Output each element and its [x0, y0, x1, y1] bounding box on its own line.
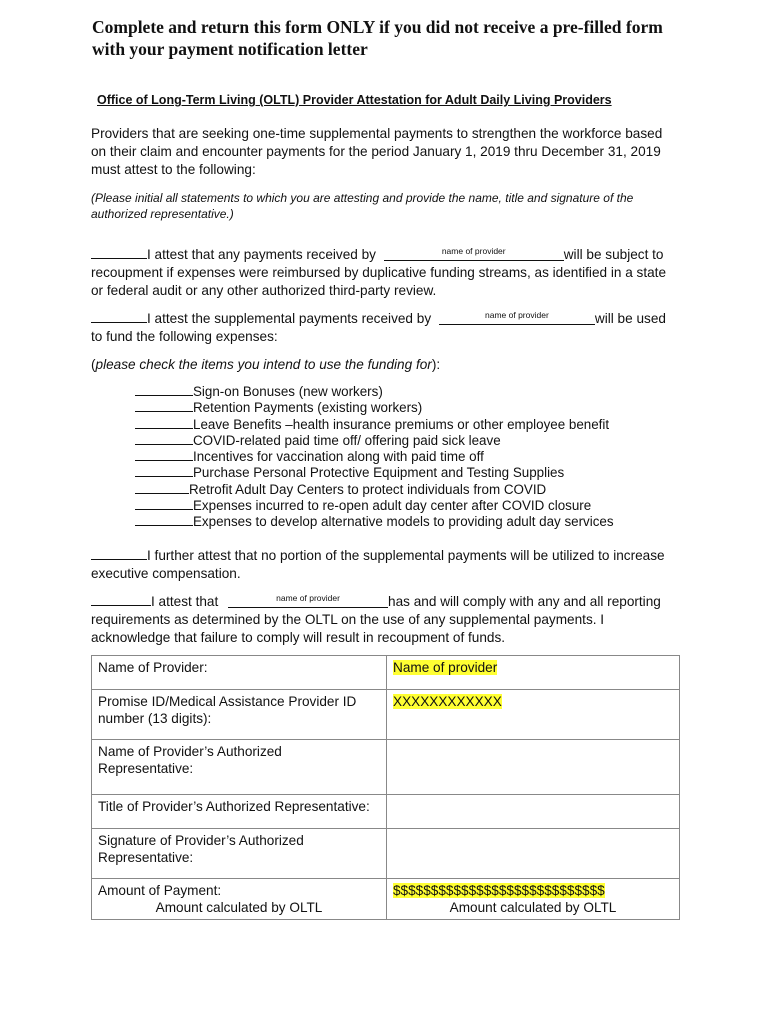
payment-sublabel: Amount calculated by OLTL [155, 900, 323, 915]
checklist-item [135, 449, 695, 465]
provider-id-label: Promise ID/Medical Assistance Provider ID number (13 digits): [92, 690, 387, 740]
attest2-text-before: I attest the supplemental payments received by [147, 311, 432, 326]
checklist-item [135, 400, 695, 416]
checklist-blank[interactable] [135, 514, 193, 526]
form-subtitle: Office of Long-Term Living (OLTL) Provider Attestation for Adult Daily Living Providers [97, 93, 612, 107]
attest1-line-3: or federal audit or any other authorized third-party review. [91, 283, 437, 298]
attestation-4 [91, 593, 691, 647]
checklist-label: Expenses to develop alternative models to providing adult day services [193, 514, 614, 530]
initial-field-3[interactable] [91, 547, 147, 560]
checklist-label: Incentives for vaccination along with paid time off [193, 449, 484, 465]
table-row [92, 879, 680, 920]
provider-name-field-1[interactable] [384, 246, 564, 261]
instruction-note: (Please initial all statements to which you are attesting and provide the name, title and signature of the authorized representative.) [91, 191, 634, 221]
attest1-text-after: will be subject to [563, 247, 664, 262]
attestation-2 [91, 310, 691, 346]
provider-info-table [91, 655, 680, 920]
checklist-blank[interactable] [135, 417, 193, 429]
attest1-text-before: I attest that any payments received by [147, 247, 376, 262]
checklist-blank[interactable] [135, 449, 193, 461]
paren-close: ): [431, 357, 441, 372]
checklist-blank[interactable] [135, 433, 193, 445]
intro-line-2: on their claim and encounter payments for the period January 1, 2019 thru December 31, 2019 [91, 144, 661, 159]
checklist-label: Expenses incurred to re-open adult day center after COVID closure [193, 498, 592, 514]
table-row [92, 795, 680, 829]
checklist-blank[interactable] [135, 498, 193, 510]
attest3-line-1: I further attest that no portion of the supplemental payments will be utilized to increase [147, 548, 665, 563]
provider-name-value[interactable] [387, 656, 680, 690]
payment-label-text: Amount of Payment: [98, 883, 222, 898]
payment-subvalue: Amount calculated by OLTL [449, 900, 617, 915]
checklist-item [135, 498, 695, 514]
attest4-line-3: acknowledge that failure to comply will result in recoupment of funds. [91, 630, 506, 645]
payment-amount-label [92, 879, 387, 920]
header-line-2: with your payment notification letter [92, 39, 368, 59]
attestation-1 [91, 246, 691, 300]
intro-line-3: must attest to the following: [91, 162, 256, 177]
attest4-line-2: requirements as determined by the OLTL on the use of any supplemental payments. I [91, 612, 605, 627]
checklist-label: Purchase Personal Protective Equipment and Testing Supplies [193, 465, 565, 481]
provider-name-text: Name of provider [393, 660, 498, 675]
table-row [92, 829, 680, 879]
rep-title-label: Title of Provider’s Authorized Representative: [92, 795, 387, 829]
attest2-line-2: to fund the following expenses: [91, 329, 278, 344]
attestation-3 [91, 547, 691, 583]
paren-open: ( [91, 357, 96, 372]
table-row [92, 690, 680, 740]
table-row [92, 740, 680, 795]
attest4-text-before: I attest that [151, 594, 219, 609]
checklist-blank[interactable] [135, 482, 189, 494]
provider-name-field-2[interactable] [439, 310, 595, 325]
rep-name-label: Name of Provider’s Authorized Representative: [92, 740, 387, 795]
initial-field-2[interactable] [91, 310, 147, 323]
blank-label: name of provider [276, 593, 340, 603]
intro-line-1: Providers that are seeking one-time supplemental payments to strengthen the workforce based [91, 126, 663, 141]
form-header [92, 16, 712, 60]
checklist-blank[interactable] [135, 465, 193, 477]
initial-field-4[interactable] [91, 593, 151, 606]
checklist-blank[interactable] [135, 400, 193, 412]
blank-label: name of provider [485, 310, 549, 320]
provider-name-label: Name of Provider: [92, 656, 387, 690]
checklist-blank[interactable] [135, 384, 193, 396]
checklist-label: Leave Benefits –health insurance premiums or other employee benefit [193, 416, 610, 432]
checklist-item [135, 465, 695, 481]
rep-name-value[interactable] [387, 740, 680, 795]
rep-signature-value[interactable] [387, 829, 680, 879]
initial-field-1[interactable] [91, 246, 147, 259]
checklist-label: COVID-related paid time off/ offering paid sick leave [193, 432, 501, 448]
rep-title-value[interactable] [387, 795, 680, 829]
blank-label: name of provider [441, 246, 506, 256]
checklist-item [135, 417, 695, 433]
rep-signature-label: Signature of Provider’s Authorized Representative: [92, 829, 387, 879]
checklist-label: Retention Payments (existing workers) [193, 400, 423, 416]
check-instruction-text: please check the items you intend to use the funding for [95, 357, 432, 372]
payment-amount-value[interactable] [387, 879, 680, 920]
checklist-item [135, 384, 695, 400]
attest4-text-after: has and will comply with any and all reporting [388, 594, 661, 609]
provider-name-field-3[interactable] [228, 593, 388, 608]
checklist-item [135, 514, 695, 530]
payment-amount-text: $$$$$$$$$$$$$$$$$$$$$$$$$$$$ [393, 883, 605, 898]
check-instruction [91, 356, 691, 374]
attest3-line-2: executive compensation. [91, 566, 241, 581]
intro-paragraph [91, 125, 691, 179]
checklist-label: Retrofit Adult Day Centers to protect individuals from COVID [189, 481, 547, 497]
provider-id-value[interactable] [387, 690, 680, 740]
checklist-label: Sign-on Bonuses (new workers) [193, 384, 383, 399]
checklist-item [135, 433, 695, 449]
provider-id-text: XXXXXXXXXXXX [393, 694, 502, 709]
table-row [92, 656, 680, 690]
attest2-text-after: will be used [594, 311, 666, 326]
checklist-item [135, 482, 695, 498]
attest1-line-2: recoupment if expenses were reimbursed by duplicative funding streams, as identified in a state [91, 265, 667, 280]
expense-checklist [135, 384, 695, 531]
header-line-1: Complete and return this form ONLY if you did not receive a pre-filled form [92, 17, 663, 37]
